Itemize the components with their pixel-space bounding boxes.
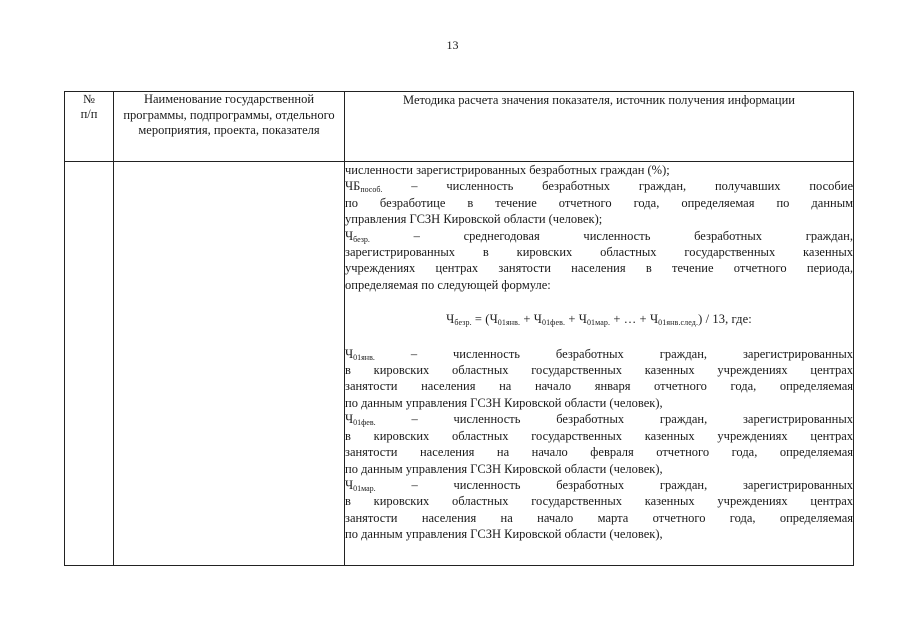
method-line: по данным управления ГСЗН Кировской области (человек), — [345, 395, 663, 410]
formula — [345, 311, 853, 327]
formula-subscript: 01янв. — [497, 318, 521, 328]
formula-operator: + — [520, 312, 534, 327]
method-line: численности зарегистрированных безработных граждан (%); — [345, 163, 670, 177]
symbol: Ч — [345, 477, 354, 492]
header-method: Методика расчета значения показателя, источник получения информации — [345, 92, 854, 162]
table-header-row — [65, 92, 854, 162]
page-number: 13 — [446, 38, 459, 52]
symbol-subscript: 01фев. — [353, 418, 376, 428]
definition-text: – численность безработных граждан, зарегистрированных — [410, 346, 854, 361]
formula-symbol: Ч — [489, 312, 498, 327]
formula-subscript: 01мар. — [586, 318, 611, 328]
method-line: в кировских областных государственных казенных учреждениях центрах — [345, 363, 853, 378]
definition-text: – среднегодовая численность безработных граждан, — [413, 228, 853, 243]
definition-text: – численность безработных граждан, зарегистрированных — [411, 412, 854, 427]
method-line: по данным управления ГСЗН Кировской области (человек), — [345, 461, 663, 476]
row-number-cell — [65, 162, 114, 566]
symbol-subscript: 01янв. — [353, 352, 375, 362]
definition-text: – численность безработных граждан, зарегистрированных — [411, 477, 854, 492]
row-method-cell — [345, 162, 854, 566]
symbol: Ч — [345, 346, 354, 361]
method-line: занятости населения на начало января отчетного года, определяемая — [345, 379, 853, 394]
header-name: Наименование государственной программы, подпрограммы, отдельного мероприятия, проекта, показателя — [114, 92, 345, 162]
symbol-subscript: пособ. — [360, 185, 383, 195]
document-table — [64, 91, 854, 566]
formula-symbol: Ч — [533, 312, 542, 327]
definition-mar — [345, 477, 853, 493]
definition-ch — [345, 228, 853, 244]
method-line: занятости населения на начало марта отчетного года, определяемая — [345, 510, 853, 525]
formula-operator: + — [565, 312, 579, 327]
method-line: занятости населения на начало февраля отчетного года, определяемая — [345, 445, 853, 460]
method-line: в кировских областных государственных казенных учреждениях центрах — [345, 494, 853, 509]
header-number: № п/п — [65, 92, 114, 162]
formula-subscript: 01янв.след. — [658, 318, 699, 328]
method-line: управления ГСЗН Кировской области (человек); — [345, 212, 603, 227]
method-line: зарегистрированных в кировских областных государственных казенных — [345, 245, 853, 260]
method-line: определяемая по следующей формуле: — [345, 277, 551, 292]
formula-symbol: Ч — [446, 312, 455, 327]
definition-chb — [345, 178, 853, 194]
definition-feb — [345, 411, 853, 427]
method-line: учреждениях центрах занятости населения в течение отчетного периода, — [345, 261, 853, 276]
method-line: в кировских областных государственных казенных учреждениях центрах — [345, 428, 853, 443]
formula-symbol: Ч — [649, 312, 659, 327]
formula-operator: + … + — [610, 312, 650, 327]
symbol-subscript: 01мар. — [353, 483, 376, 493]
method-line: по безработице в течение отчетного года, определяемая по данным — [345, 195, 853, 210]
formula-tail: ) / 13, где: — [698, 312, 752, 327]
table-row — [65, 162, 854, 566]
formula-subscript: 01фев. — [541, 318, 566, 328]
formula-symbol: Ч — [578, 312, 587, 327]
definition-text: – численность безработных граждан, получавших пособие — [411, 179, 854, 194]
row-name-cell — [114, 162, 345, 566]
formula-operator: = ( — [471, 312, 490, 327]
symbol: Ч — [345, 412, 354, 427]
symbol: ЧБ — [345, 179, 361, 194]
definition-jan — [345, 346, 853, 362]
symbol-subscript: безр. — [353, 234, 370, 244]
method-line: по данным управления ГСЗН Кировской области (человек), — [345, 527, 663, 542]
formula-subscript: безр. — [454, 318, 472, 328]
symbol: Ч — [345, 228, 354, 243]
